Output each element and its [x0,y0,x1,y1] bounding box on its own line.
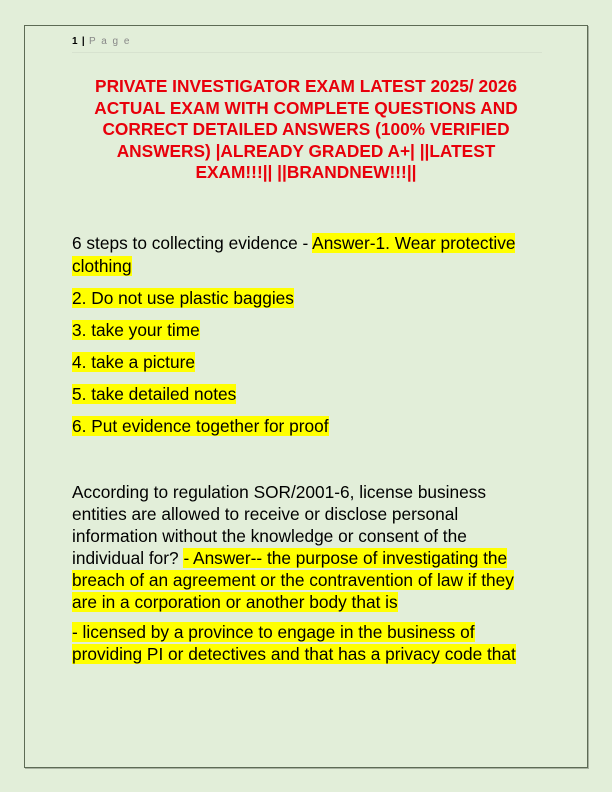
answer-text: are in a corporation or another body that is [72,592,398,612]
title-line: EXAM!!!|| ||BRANDNEW!!!|| [195,162,417,183]
answer-step: 3. take your time [72,320,200,340]
page-label: P a g e [88,36,131,47]
page-header [72,36,131,47]
title-line: CORRECT DETAILED ANSWERS (100% VERIFIED [102,119,510,140]
question-text: entities are allowed to receive or disclose personal [72,504,459,524]
title-line: ACTUAL EXAM WITH COMPLETE QUESTIONS AND [94,97,518,118]
question-text: 6 steps to collecting evidence - [72,233,313,253]
header-separator: | [81,36,85,47]
answer-text: clothing [72,256,132,276]
answer-step: 4. take a picture [72,352,195,372]
answer-text: - Answer-- the purpose of investigating the [183,548,508,568]
answer-text: breach of an agreement or the contravention of law if they [72,570,514,590]
document-title [60,76,552,184]
question-text: individual for? [72,548,184,568]
answer-text: providing PI or detectives and that has a privacy code that [72,644,516,664]
answer-step: 5. take detailed notes [72,384,237,404]
header-rule [72,52,542,53]
question-text: information without the knowledge or consent of the [72,526,467,546]
answer-text: Answer-1. Wear protective [312,233,516,253]
question-text: According to regulation SOR/2001-6, license business [72,482,487,502]
answer-step: 6. Put evidence together for proof [72,416,329,436]
answer-text: - licensed by a province to engage in the business of [72,622,475,642]
answer-step: 2. Do not use plastic baggies [72,288,294,308]
question-1 [72,232,515,254]
title-line: PRIVATE INVESTIGATOR EXAM LATEST 2025/ 2026 [95,76,517,96]
title-line: ANSWERS) |ALREADY GRADED A+| ||LATEST [116,140,496,161]
page-number: 1 [72,36,78,47]
